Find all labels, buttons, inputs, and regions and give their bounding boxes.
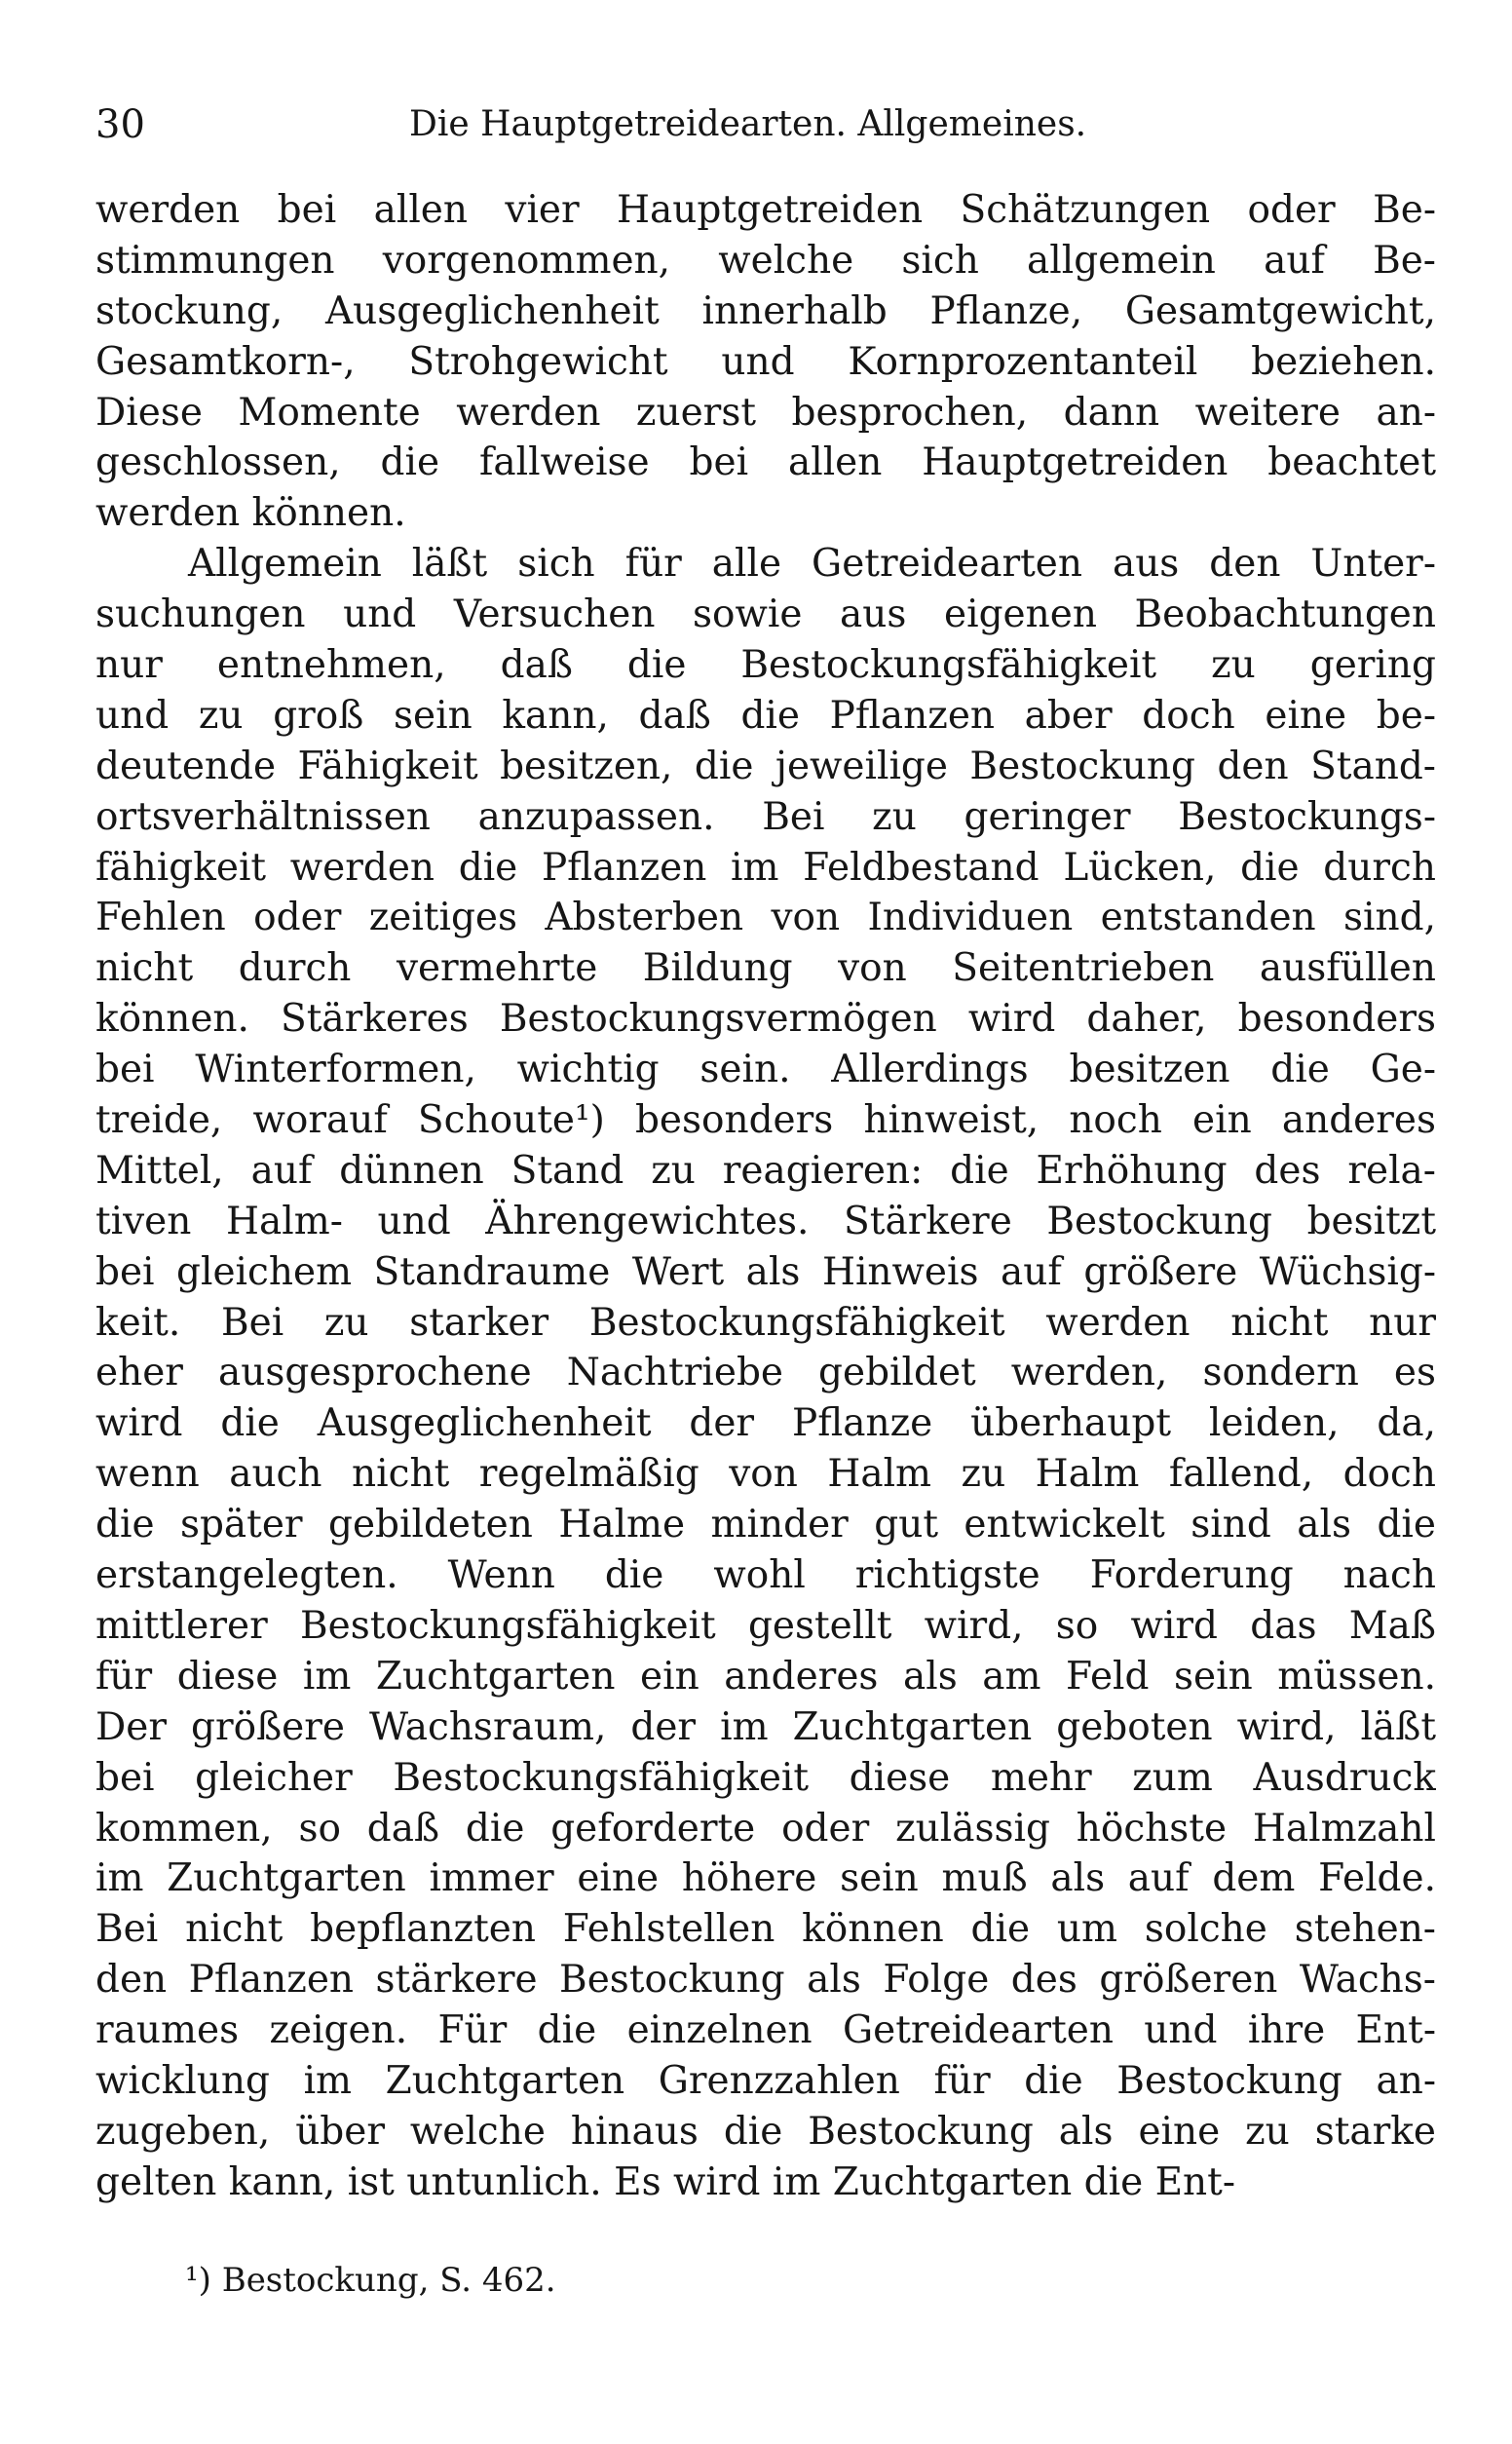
text-line: wird die Ausgeglichenheit der Pflanze überhaupt leiden, da, [95, 1401, 1436, 1446]
text-line: geschlossen, die fallweise bei allen Hauptgetreiden beachtet [95, 440, 1436, 485]
text-line: wenn auch nicht regelmäßig von Halm zu Halm fallend, doch [95, 1452, 1436, 1497]
text-line: und zu groß sein kann, daß die Pflanzen aber doch eine be- [95, 693, 1436, 738]
text-line: den Pflanzen stärkere Bestockung als Folge des größeren Wachs- [95, 1958, 1436, 2003]
text-line: tiven Halm- und Ährengewichtes. Stärkere Bestockung besitzt [95, 1199, 1436, 1243]
text-line: gelten kann, ist untunlich. Es wird im Zuchtgarten die Ent- [95, 2159, 1236, 2204]
text-line: bei gleichem Standraume Wert als Hinweis auf größere Wüchsig- [95, 1249, 1436, 1294]
text-line: suchungen und Versuchen sowie aus eigenen Beobachtungen [95, 592, 1436, 637]
body-text [95, 185, 1436, 2208]
running-head: Die Hauptgetreidearten. Allgemeines. [409, 104, 1087, 144]
text-line: nur entnehmen, daß die Bestockungsfähigkeit zu gering [95, 643, 1436, 688]
text-line: eher ausgesprochene Nachtriebe gebildet werden, sondern es [95, 1351, 1436, 1395]
text-line: stockung, Ausgeglichenheit innerhalb Pflanze, Gesamtgewicht, [95, 288, 1436, 333]
text-line: zugeben, über welche hinaus die Bestockung als eine zu starke [95, 2109, 1436, 2154]
text-line: Gesamtkorn-, Strohgewicht und Kornprozentanteil beziehen. [95, 339, 1436, 384]
text-line: kommen, so daß die geforderte oder zulässig höchste Halmzahl [95, 1806, 1436, 1851]
text-line: raumes zeigen. Für die einzelnen Getreidearten und ihre Ent- [95, 2008, 1436, 2053]
text-line: bei gleicher Bestockungsfähigkeit diese mehr zum Ausdruck [95, 1755, 1436, 1800]
text-line: ortsverhältnissen anzupassen. Bei zu geringer Bestockungs- [95, 794, 1436, 839]
text-line: Bei nicht bepflanzten Fehlstellen können die um solche stehen- [95, 1907, 1436, 1952]
text-line: werden bei allen vier Hauptgetreiden Schätzungen oder Be- [95, 188, 1436, 232]
text-line: wicklung im Zuchtgarten Grenzzahlen für die Bestockung an- [95, 2058, 1436, 2103]
text-line: fähigkeit werden die Pflanzen im Feldbestand Lücken, die durch [95, 845, 1436, 890]
page-number: 30 [95, 102, 145, 147]
text-line: Der größere Wachsraum, der im Zuchtgarten geboten wird, läßt [95, 1704, 1436, 1749]
text-line: im Zuchtgarten immer eine höhere sein muß als auf dem Felde. [95, 1856, 1436, 1901]
text-line: werden können. [95, 491, 406, 536]
page-header [95, 95, 1440, 154]
text-line: Diese Momente werden zuerst besprochen, dann weitere an- [95, 390, 1436, 435]
text-line: Fehlen oder zeitiges Absterben von Individuen entstanden sind, [95, 896, 1436, 940]
text-line: können. Stärkeres Bestockungsvermögen wird daher, besonders [95, 997, 1436, 1042]
text-line: Mittel, auf dünnen Stand zu reagieren: die Erhöhung des rela- [95, 1148, 1436, 1193]
text-line: Allgemein läßt sich für alle Getreidearten aus den Unter- [188, 542, 1436, 587]
text-line: nicht durch vermehrte Bildung von Seitentrieben ausfüllen [95, 946, 1436, 991]
text-line: erstangelegten. Wenn die wohl richtigste Forderung nach [95, 1553, 1436, 1598]
text-line: für diese im Zuchtgarten ein anderes als am Feld sein müssen. [95, 1654, 1436, 1699]
text-line: deutende Fähigkeit besitzen, die jeweilige Bestockung den Stand- [95, 744, 1436, 788]
text-line: treide, worauf Schoute¹) besonders hinweist, noch ein anderes [95, 1098, 1436, 1143]
text-line: die später gebildeten Halme minder gut entwickelt sind als die [95, 1503, 1436, 1547]
footnote: ¹) Bestockung, S. 462. [185, 2261, 556, 2300]
text-line: keit. Bei zu starker Bestockungsfähigkeit werden nicht nur [95, 1300, 1436, 1345]
text-line: bei Winterformen, wichtig sein. Allerdings besitzen die Ge- [95, 1048, 1436, 1092]
text-line: stimmungen vorgenommen, welche sich allgemein auf Be- [95, 238, 1436, 283]
text-line: mittlerer Bestockungsfähigkeit gestellt wird, so wird das Maß [95, 1603, 1436, 1648]
